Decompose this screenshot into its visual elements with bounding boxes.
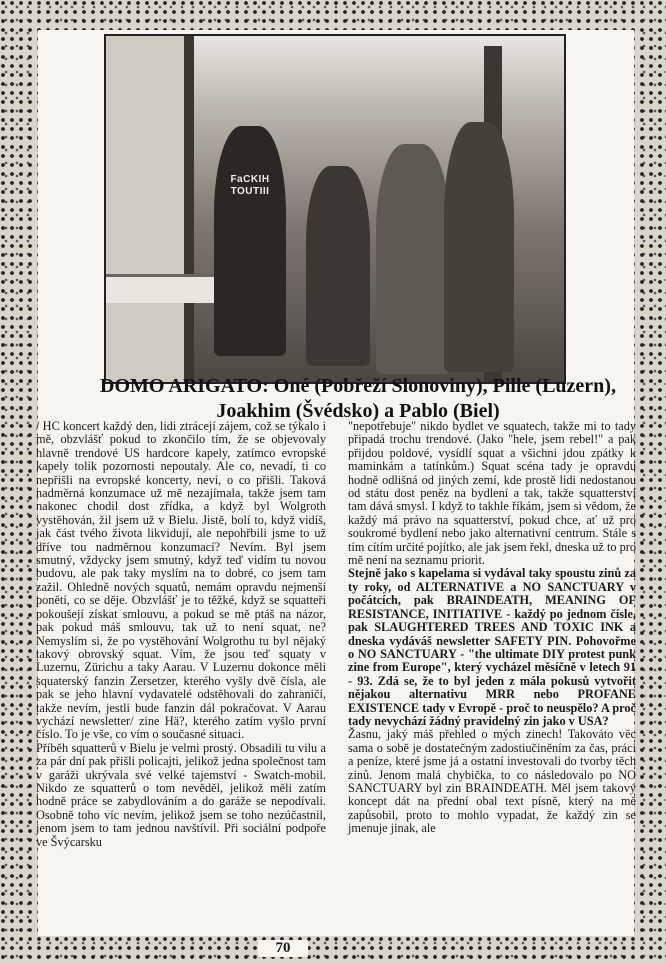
right-paragraph-1: "nepotřebuje" nikdo bydlet ve squatech, takže mi to tady připadá trochu trendové. (Jako "hele, jsem rebel!" a pak přijdou poldové, vysídlí squat a všichni jdou zpátky k maminkám a tatínkům.) Squat scéna tady je opravdu hodně odlišná od jiných zemí, kde prostě lidi nedostanou od státu dost peněz na bydlení a tak, takže squatterství tam dává smysl. I když to takhle říkám, jsem si vědom, že každý má právo na squatterství, pokud chce, ať už pro soukromé bydlení nebo jako alternativní centrum. Stále s tím cítím určité pojítko, ale jak jsem řekl, dneska už to pro mě není na seznamu priorit. [348, 419, 636, 568]
left-column [36, 420, 326, 849]
person-three [376, 144, 450, 374]
person-two [306, 166, 370, 366]
shirt-print: FaCKIH TOUTIII [230, 174, 270, 197]
photo-caption [78, 374, 638, 424]
right-paragraph-3: Žasnu, jaký máš přehled o mých zinech! Takováto věc sama o sobě je dostatečným zadostiučiněním za čas, práci a peníze, které jsme já a ostatní investovali do tvorby těch zinů. Jenom malá chybička, to co následovalo po NO SANCTUARY byl zin BRAINDEATH. Měl jsem takový koncept dát na přední obal text písně, který na mě zapůsobil, proto to mohlo vypadat, že každý zin se jmenuje jinak, ale [348, 727, 636, 836]
band-photo [104, 34, 566, 384]
page-number: 70 [258, 940, 308, 957]
left-paragraph-2: Příběh squatterů v Bielu je velmi prostý. Obsadili tu vilu a za pár dní pak přišli policajti, jelikož jedna společnost tam v garáži ukrývala své velké tajemství - Swatch-mobil. Nikdo ze squatterů o tom nevěděl, jelikož měli zatím hodně práce se zabydlováním a do garáže se nepodívali. Osobně toho víc nevím, jelikož jsem se toho nezúčastnil, jenom jsem to tam jednou navštívil. Při sociální podpoře ve Švýcarsku [36, 740, 326, 849]
person-four [444, 122, 514, 372]
zine-page [38, 30, 634, 936]
caption-line-1: DOMO ARIGATO: Oné (Pobřeží Slonoviny), Pille (Luzern), [100, 375, 616, 397]
caption-line-2: Joakhim (Švédsko) a Pablo (Biel) [216, 400, 500, 422]
person-one [214, 126, 286, 356]
photo-wall [106, 36, 194, 382]
interview-question: Stejně jako s kapelama si vydával taky spoustu zinů za ty roky, od ALTERNATIVE a NO SANCTUARY v počátcích, pak BRAINDEATH, MEANING OF RESISTANCE, INITIATIVE - každý po jednom čísle, pak SLAUGHTERED TREES AND TOXIC INK a dneska vydáváš newsletter SAFETY PIN. Pohovořme o NO SANCTUARY - "the ultimate DIY protest punk zine from Europe", který vycházel měsíčně v letech 91 - 93. Zdá se, že to byl jeden z mála pokusů vytvořit nějakou alternativu MRR nebo PROFANE EXISTENCE tady v Evropě - proč to neuspělo? A proč tady nevychází žádný pravidelný zin jako v USA? [348, 566, 636, 728]
right-column [348, 420, 636, 836]
left-paragraph-1: / HC koncert každý den, lidi ztrácejí zájem, což se týkalo i mě, obzvlášť pokud to zkončilo tím, že se objevovaly hlavně trendové US hardcore kapely, zatímco evropské kapely tolik pozornosti nepoutaly. Ale co, nevadí, ti co nepřišli na evropské koncerty, neví, o co přišli. Taková nadměrná konzumace už mě nezajímala, takže jsem tam nakonec chodil dost zřídka, a když byl Wolgroth vystěhován, žil jsem už v Bielu. Jistě, bolí to, když vidíš, jak část tvého života likvidují, ale nepohřbili jsme to už dříve tou nadměrnou konzumací? Nevím. Byl jsem smutný, vždycky jsem smutný, když teď vidím tu novou budovu, ale pak taky myslím na to dobré, co jsem tam zažil. Ohledně nových squatů, nemám opravdu nejmenší ponětí, co se děje. Obzvlášť je to těžké, když se squatteři pokoušejí získat smlouvu, a pokud se mě ptáš na názor, pak pokud máš smlouvu, tak už to není squat, ne? Nemyslím si, že po vystěhování Wolgrothu tu byl nějaký takový obrovský squat. Vím, že jsou teď squaty v Luzernu, Zürichu a taky Aarau. V Luzernu dokonce měli squaterský fanzin Zersetzer, kterého vyšly dvě čísla, ale pak se jeho hlavní vydavatelé odstěhovali do zahraničí, takže nevím, jestli bude fanzin dál pokračovat. V Aarau vychází newsletter/ zine Hä?, kterého zatím vyšlo první číslo. To je vše, co vím o současné situaci. [36, 419, 326, 742]
